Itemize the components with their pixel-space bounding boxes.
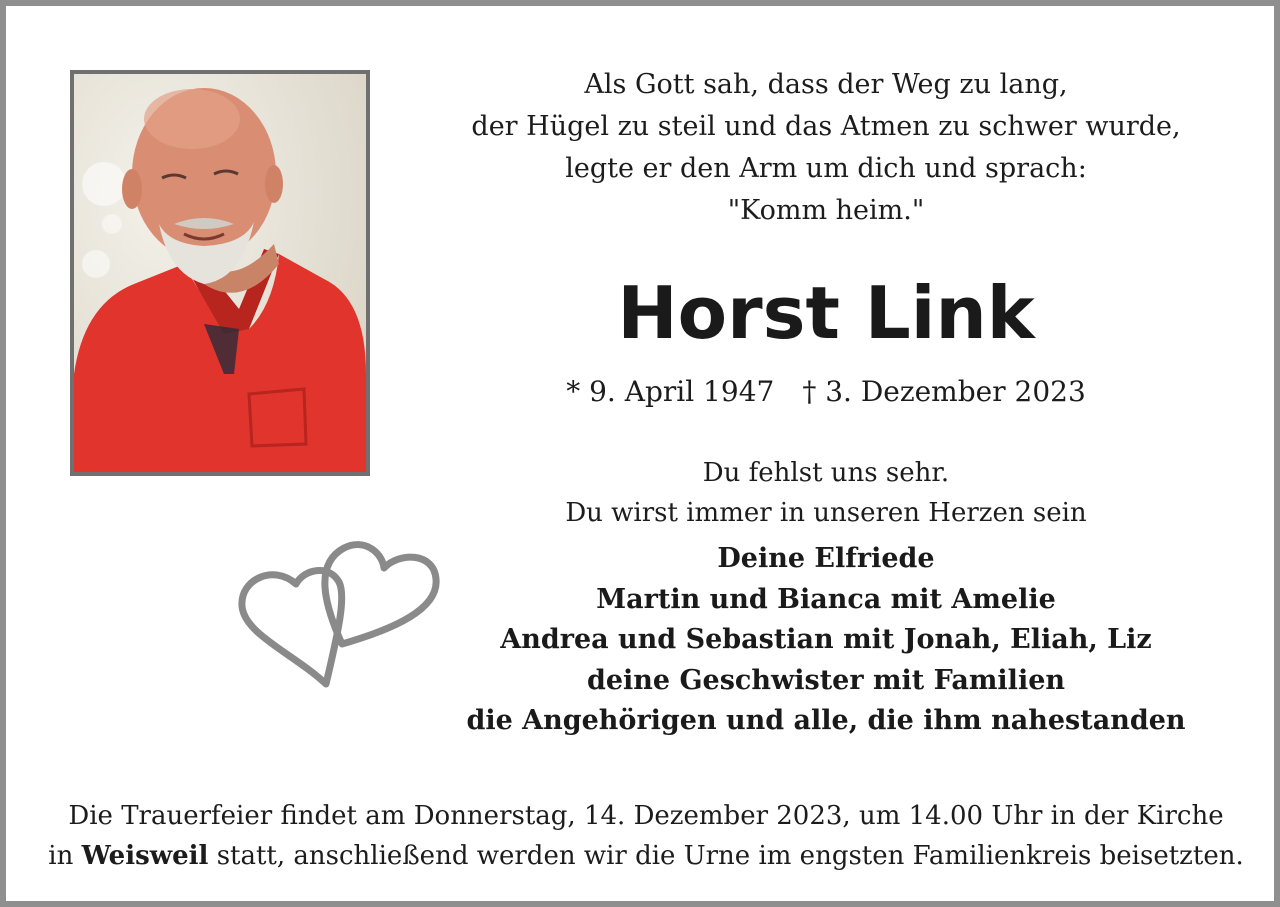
death-date: † 3. Dezember 2023: [802, 375, 1086, 408]
funeral-notice-line-1: Die Trauerfeier findet am Donnerstag, 14. Dezember 2023, um 14.00 Uhr in der Kirche: [68, 801, 1224, 831]
funeral-notice: [36, 796, 1256, 876]
notice-prefix: in: [48, 841, 74, 871]
poem-line: "Komm heim.": [727, 195, 925, 226]
family-line: Andrea und Sebastian mit Jonah, Eliah, Liz: [500, 624, 1152, 655]
farewell-message: [426, 453, 1226, 533]
family-line: Martin und Bianca mit Amelie: [596, 583, 1056, 615]
poem-line: der Hügel zu steil und das Atmen zu schwer wurde,: [471, 111, 1181, 142]
funeral-notice-line-2: [36, 836, 1256, 876]
deceased-name: Horst Link: [617, 271, 1035, 355]
family-line: die Angehörigen und alle, die ihm nahestanden: [466, 705, 1186, 736]
family-signatures: [426, 539, 1226, 742]
message-line: Du fehlst uns sehr.: [702, 458, 950, 488]
family-line: Deine Elfriede: [717, 543, 935, 574]
portrait-illustration: [74, 74, 366, 472]
poem: [426, 64, 1226, 232]
two-hearts-icon: [234, 534, 444, 698]
message-line: Du wirst immer in unseren Herzen sein: [565, 498, 1087, 528]
poem-line: legte er den Arm um dich und sprach:: [565, 153, 1087, 184]
poem-line: Als Gott sah, dass der Weg zu lang,: [584, 69, 1068, 100]
notice-place: Weisweil: [81, 841, 209, 871]
birth-date: * 9. April 1947: [566, 375, 775, 408]
portrait-photo: [70, 70, 370, 476]
life-dates: [426, 370, 1226, 414]
family-line: deine Geschwister mit Familien: [586, 664, 1066, 696]
notice-suffix: statt, anschließend werden wir die Urne im engsten Familienkreis beisetzten.: [216, 841, 1244, 871]
